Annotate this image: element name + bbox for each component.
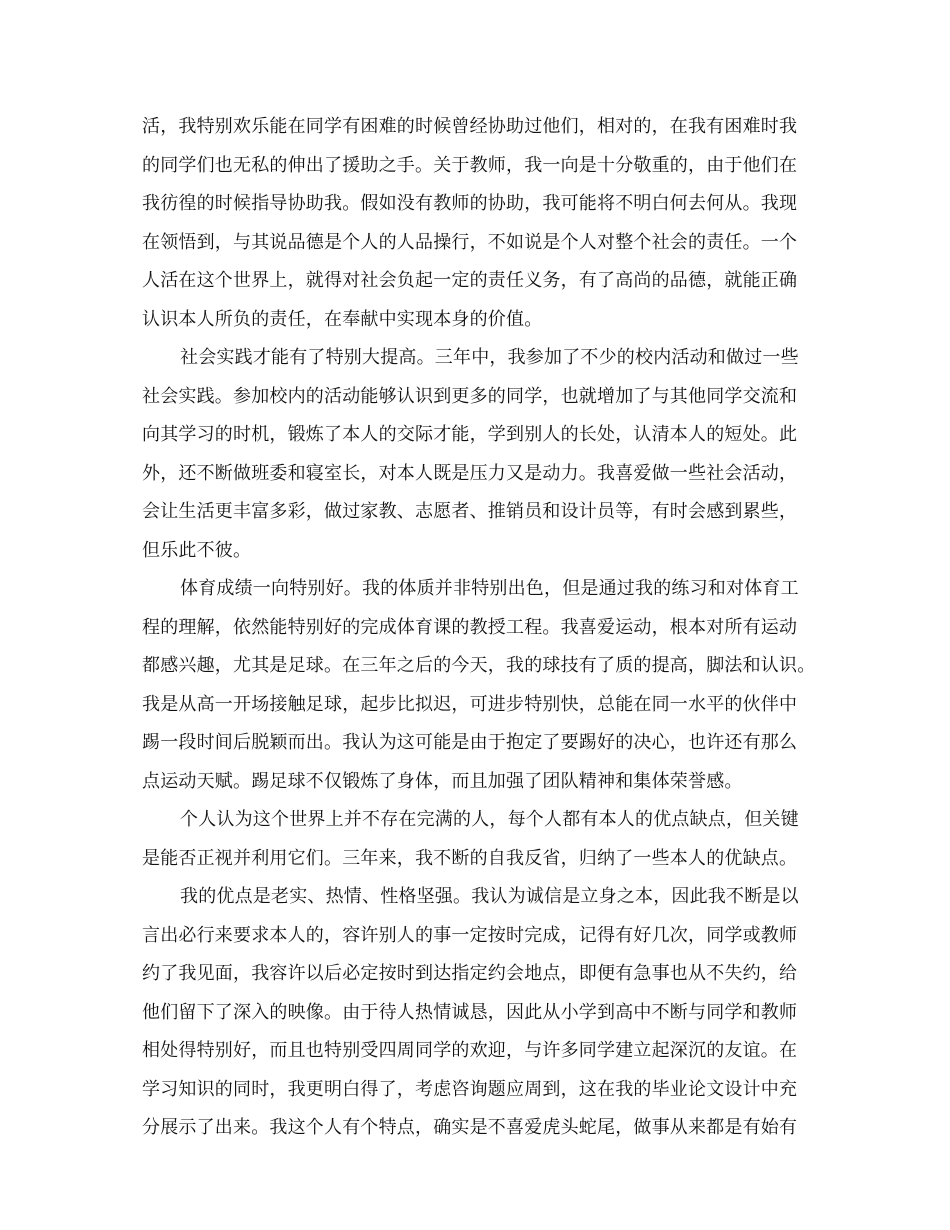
text-line: 活，我特别欢乐能在同学有困难的时候曾经协助过他们，相对的，在我有困难时我 (142, 116, 798, 137)
text-line: 程的理解，依然能特别好的完成体育课的教授工程。我喜爱运动，根本对所有运动 (142, 616, 798, 638)
text-line: 言出必行来要求本人的，容许别人的事一定按时完成，记得有好几次，同学或教师 (142, 924, 798, 946)
paragraph-start-line: 社会实践才能有了特别大提高。三年中，我参加了不少的校内活动和做过一些 (180, 347, 799, 368)
text-line: 都感兴趣，尤其是足球。在三年之后的今天，我的球技有了质的提高，脚法和认识。 (142, 655, 816, 676)
text-line: 向其学习的时机，锻炼了本人的交际才能，学到别人的长处，认清本人的短处。此 (142, 424, 798, 445)
text-line: 会让生活更丰富多彩，做过家教、志愿者、推销员和设计员等，有时会感到累些， (142, 501, 798, 522)
text-line: 他们留下了深入的映像。由于待人热情诚恳，因此从小学到高中不断与同学和教师 (142, 1001, 798, 1023)
text-line: 学习知识的同时，我更明白得了，考虑咨询题应周到，这在我的毕业论文设计中充 (142, 1078, 798, 1100)
text-line: 约了我见面，我容许以后必定按时到达指定约会地点，即便有急事也从不失约，给 (142, 963, 798, 984)
text-line: 但乐此不彼。 (142, 539, 252, 561)
text-line: 点运动天赋。踢足球不仅锻炼了身体，而且加强了团队精神和集体荣誉感。 (142, 770, 743, 792)
text-line: 在领悟到，与其说品德是个人的人品操行，不如说是个人对整个社会的责任。一个 (142, 231, 798, 253)
text-line: 人活在这个世界上，就得对社会负起一定的责任义务，有了高尚的品德，就能正确 (142, 270, 798, 291)
text-line: 分展示了出来。我这个人有个特点，确实是不喜爱虎头蛇尾，做事从来都是有始有 (142, 1117, 798, 1138)
text-line: 我是从高一开场接触足球，起步比拟迟，可进步特别快，总能在同一水平的伙伴中 (142, 693, 798, 715)
text-line: 是能否正视并利用它们。三年来，我不断的自我反省，归纳了一些本人的优缺点。 (142, 847, 798, 869)
paragraph-start-line: 个人认为这个世界上并不存在完满的人，每个人都有本人的优点缺点，但关键 (180, 809, 799, 830)
text-line: 我彷徨的时候指导协助我。假如没有教师的协助，我可能将不明白何去何从。我现 (142, 193, 798, 214)
text-line: 社会实践。参加校内的活动能够认识到更多的同学，也就增加了与其他同学交流和 (142, 385, 798, 407)
text-line: 相处得特别好，而且也特别受四周同学的欢迎，与许多同学建立起深沉的友谊。在 (142, 1040, 798, 1061)
text-line: 的同学们也无私的伸出了援助之手。关于教师，我一向是十分敬重的，由于他们在 (142, 154, 798, 176)
paragraph-start-line: 我的优点是老实、热情、性格坚强。我认为诚信是立身之本，因此我不断是以 (180, 886, 799, 907)
text-line: 认识本人所负的责任，在奉献中实现本身的价值。 (142, 308, 543, 330)
paragraph-start-line: 体育成绩一向特别好。我的体质并非特别出色，但是通过我的练习和对体育工 (180, 578, 799, 599)
text-line: 外，还不断做班委和寝室长，对本人既是压力又是动力。我喜爱做一些社会活动， (142, 462, 798, 484)
text-line: 踢一段时间后脱颖而出。我认为这可能是由于抱定了要踢好的决心，也许还有那么 (142, 732, 798, 753)
document-body (142, 108, 822, 1148)
